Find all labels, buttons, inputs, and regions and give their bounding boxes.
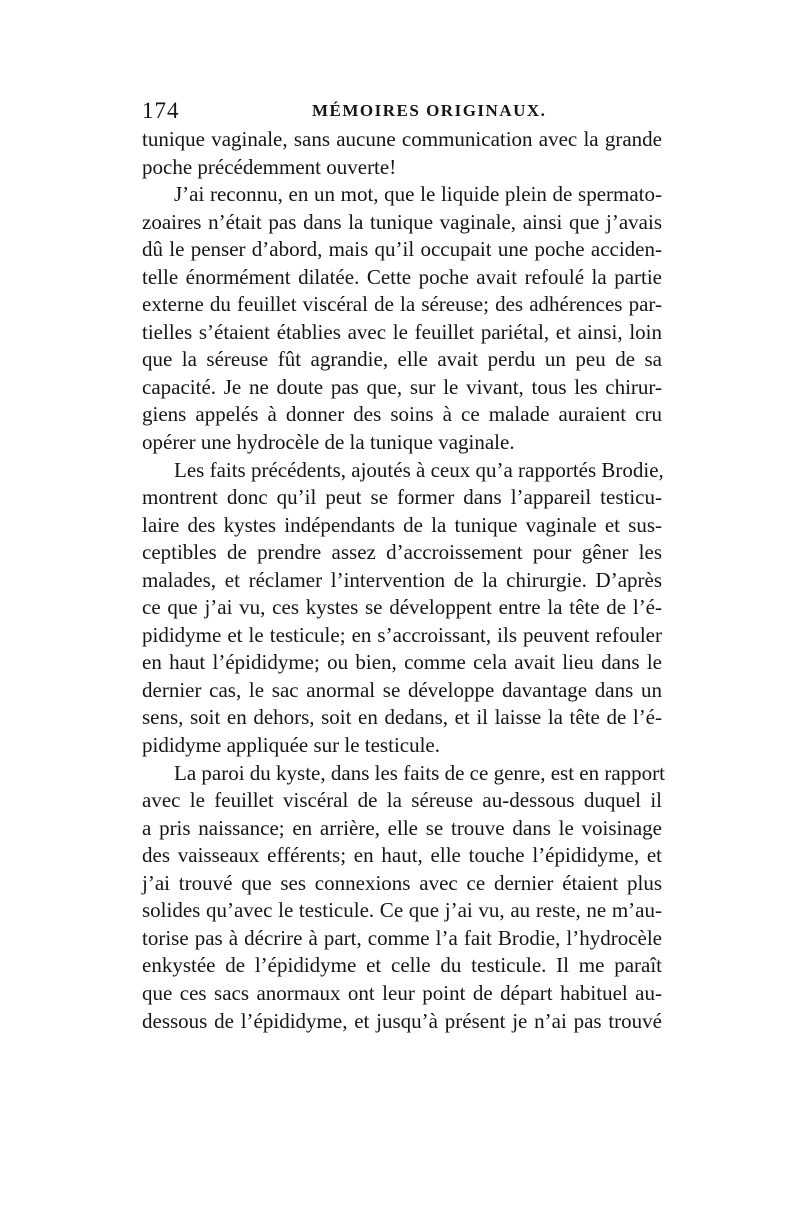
text-line: La paroi du kyste, dans les faits de ce genre, est en rapport [174, 760, 665, 785]
text-line: sens, soit en dehors, soit en dedans, et il laisse la tête de l’é- [142, 705, 662, 730]
text-line: enkystée de l’épididyme et celle du testicule. Il me paraît [142, 953, 662, 978]
text-line: zoaires n’était pas dans la tunique vaginale, ainsi que j’avais [142, 209, 662, 234]
text-line: montrent donc qu’il peut se former dans l’appareil testicu- [142, 485, 662, 510]
page-header [142, 98, 662, 128]
text-line: pididyme appliquée sur le testicule. [142, 733, 440, 758]
text-line: malades, et réclamer l’intervention de la chirurgie. D’après [142, 567, 662, 592]
text-line: ce que j’ai vu, ces kystes se développent entre la tête de l’é- [142, 595, 662, 620]
text-line: torise pas à décrire à part, comme l’a fait Brodie, l’hydrocèle [142, 925, 662, 950]
running-head: MÉMOIRES ORIGINAUX. [312, 101, 547, 120]
text-line: ceptibles de prendre assez d’accroissement pour gêner les [142, 540, 662, 565]
text-line: en haut l’épididyme; ou bien, comme cela avait lieu dans le [142, 650, 662, 675]
text-line: laire des kystes indépendants de la tunique vaginale et sus- [142, 512, 662, 537]
text-line: dû le penser d’abord, mais qu’il occupait une poche acciden- [142, 237, 662, 262]
text-line: externe du feuillet viscéral de la séreuse; des adhérences par- [142, 292, 662, 317]
body-text [142, 126, 665, 1035]
text-line: telle énormément dilatée. Cette poche avait refoulé la partie [142, 264, 662, 289]
text-line: tielles s’étaient établies avec le feuillet pariétal, et ainsi, loin [142, 319, 662, 344]
text-line: solides qu’avec le testicule. Ce que j’ai vu, au reste, ne m’au- [142, 898, 662, 923]
text-line: a pris naissance; en arrière, elle se trouve dans le voisinage [142, 815, 662, 840]
text-line: avec le feuillet viscéral de la séreuse au-dessous duquel il [142, 788, 662, 813]
text-line: J’ai reconnu, en un mot, que le liquide plein de spermato- [174, 182, 662, 207]
text-line: tunique vaginale, sans aucune communication avec la grande [142, 127, 662, 151]
text-line: dernier cas, le sac anormal se développe davantage dans un [142, 677, 662, 702]
text-line: opérer une hydrocèle de la tunique vaginale. [142, 430, 515, 455]
text-line: j’ai trouvé que ses connexions avec ce dernier étaient plus [142, 870, 662, 895]
page-number: 174 [142, 98, 180, 123]
text-line: capacité. Je ne doute pas que, sur le vivant, tous les chirur- [142, 374, 662, 399]
text-line: des vaisseaux efférents; en haut, elle touche l’épididyme, et [142, 843, 662, 868]
text-line: que la séreuse fût agrandie, elle avait perdu un peu de sa [142, 347, 662, 372]
text-line: poche précédemment ouverte! [142, 154, 397, 179]
text-line: pididyme et le testicule; en s’accroissant, ils peuvent refouler [142, 622, 662, 647]
text-line: Les faits précédents, ajoutés à ceux qu’a rapportés Brodie, [174, 457, 664, 482]
text-line: dessous de l’épididyme, et jusqu’à présent je n’ai pas trouvé [142, 1008, 662, 1033]
text-line: que ces sacs anormaux ont leur point de départ habituel au- [142, 980, 662, 1005]
text-line: giens appelés à donner des soins à ce malade auraient cru [142, 402, 662, 427]
